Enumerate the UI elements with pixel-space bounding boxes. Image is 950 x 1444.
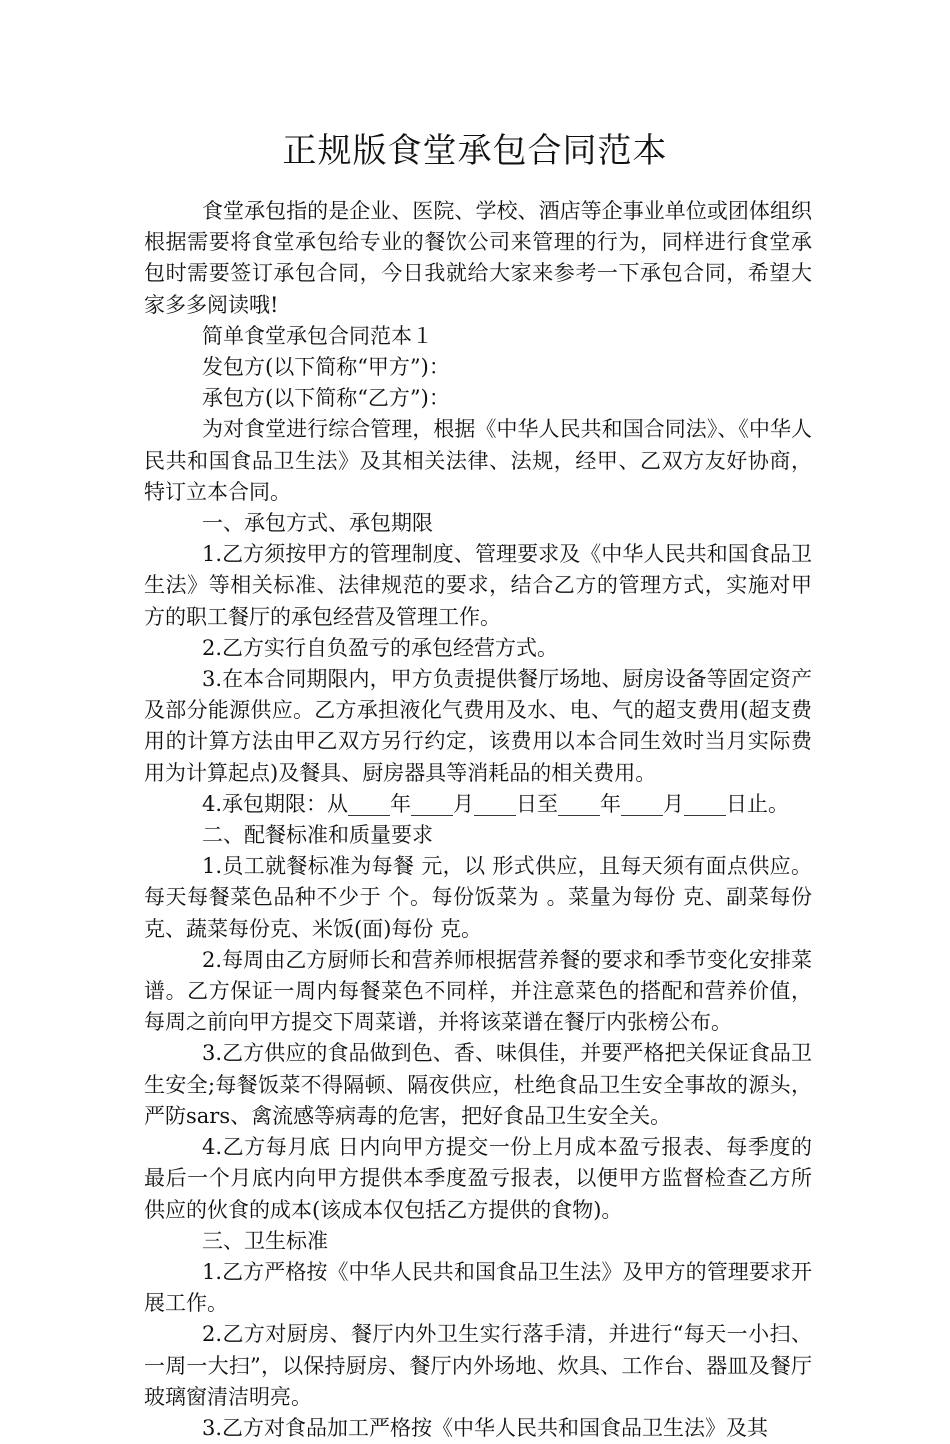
section-heading-2: 二、配餐标准和质量要求 — [202, 823, 433, 848]
document-body — [144, 196, 812, 1444]
clause-2-3: 3.乙方供应的食品做到色、香、味俱佳，并要严格把关保证食品卫生安全;每餐饭菜不得隔顿、隔夜供应，杜绝食品卫生安全事故的源头，严防sars、禽流感等病毒的危害，把好食品卫生安全关。 — [144, 1041, 812, 1128]
paragraph-preamble: 为对食堂进行综合管理，根据《中华人民共和国合同法》、《中华人民共和国食品卫生法》及其相关法律、法规，经甲、乙双方友好协商，特订立本合同。 — [144, 417, 812, 504]
clause-1-3: 3.在本合同期限内，甲方负责提供餐厅场地、厨房设备等固定资产及部分能源供应。乙方承担液化气费用及水、电、气的超支费用(超支费用的计算方法由甲乙双方另行约定，该费用以本合同生效时当月实际费用为计算起点)及餐具、厨房器具等消耗品的相关费用。 — [144, 667, 812, 785]
clause-1-1: 1.乙方须按甲方的管理制度、管理要求及《中华人民共和国食品卫生法》等相关标准、法律规范的要求，结合乙方的管理方式，实施对甲方的职工餐厅的承包经营及管理工作。 — [144, 542, 812, 629]
section-heading-1: 一、承包方式、承包期限 — [202, 511, 433, 536]
clause-1-4: 4.承包期限：从____年____月____日至____年____月____日止。 — [202, 791, 790, 816]
clause-3-2: 2.乙方对厨房、餐厅内外卫生实行落手清，并进行“每天一小扫、一周一大扫”，以保持厨房、餐厅内外场地、炊具、工作台、器皿及餐厅玻璃窗清洁明亮。 — [144, 1322, 812, 1409]
paragraph-sample-heading: 简单食堂承包合同范本１ — [202, 323, 433, 348]
paragraph-party-b: 承包方(以下简称“乙方”)： — [202, 386, 450, 411]
clause-1-2: 2.乙方实行自负盈亏的承包经营方式。 — [202, 635, 559, 660]
clause-3-3: 3.乙方对食品加工严格按《中华人民共和国食品卫生法》及其 — [202, 1415, 769, 1440]
section-heading-3: 三、卫生标准 — [202, 1228, 328, 1253]
clause-2-4: 4.乙方每月底 日内向甲方提交一份上月成本盈亏报表、每季度的最后一个月底内向甲方提供本季度盈亏报表，以便甲方监督检查乙方所供应的伙食的成本(该成本仅包括乙方提供的食物)。 — [144, 1135, 812, 1222]
clause-2-2: 2.每周由乙方厨师长和营养师根据营养餐的要求和季节变化安排菜谱。乙方保证一周内每餐菜色不同样，并注意菜色的搭配和营养价值，每周之前向甲方提交下周菜谱，并将该菜谱在餐厅内张榜公布。 — [144, 947, 812, 1035]
paragraph-intro: 食堂承包指的是企业、医院、学校、酒店等企事业单位或团体组织根据需要将食堂承包给专业的餐饮公司来管理的行为，同样进行食堂承包时需要签订承包合同，今日我就给大家来参考一下承包合同，希望大家多多阅读哦! — [144, 199, 812, 317]
clause-2-1: 1.员工就餐标准为每餐 元，以 形式供应，且每天须有面点供应。每天每餐菜色品种不少于 个。每份饭菜为 。菜量为每份 克、副菜每份 克、蔬菜每份克、米饭(面)每份 克。 — [144, 854, 812, 941]
paragraph-party-a: 发包方(以下简称“甲方”)： — [202, 355, 450, 380]
clause-3-1: 1.乙方严格按《中华人民共和国食品卫生法》及甲方的管理要求开展工作。 — [144, 1259, 812, 1316]
document-title: 正规版食堂承包合同范本 — [282, 131, 668, 171]
